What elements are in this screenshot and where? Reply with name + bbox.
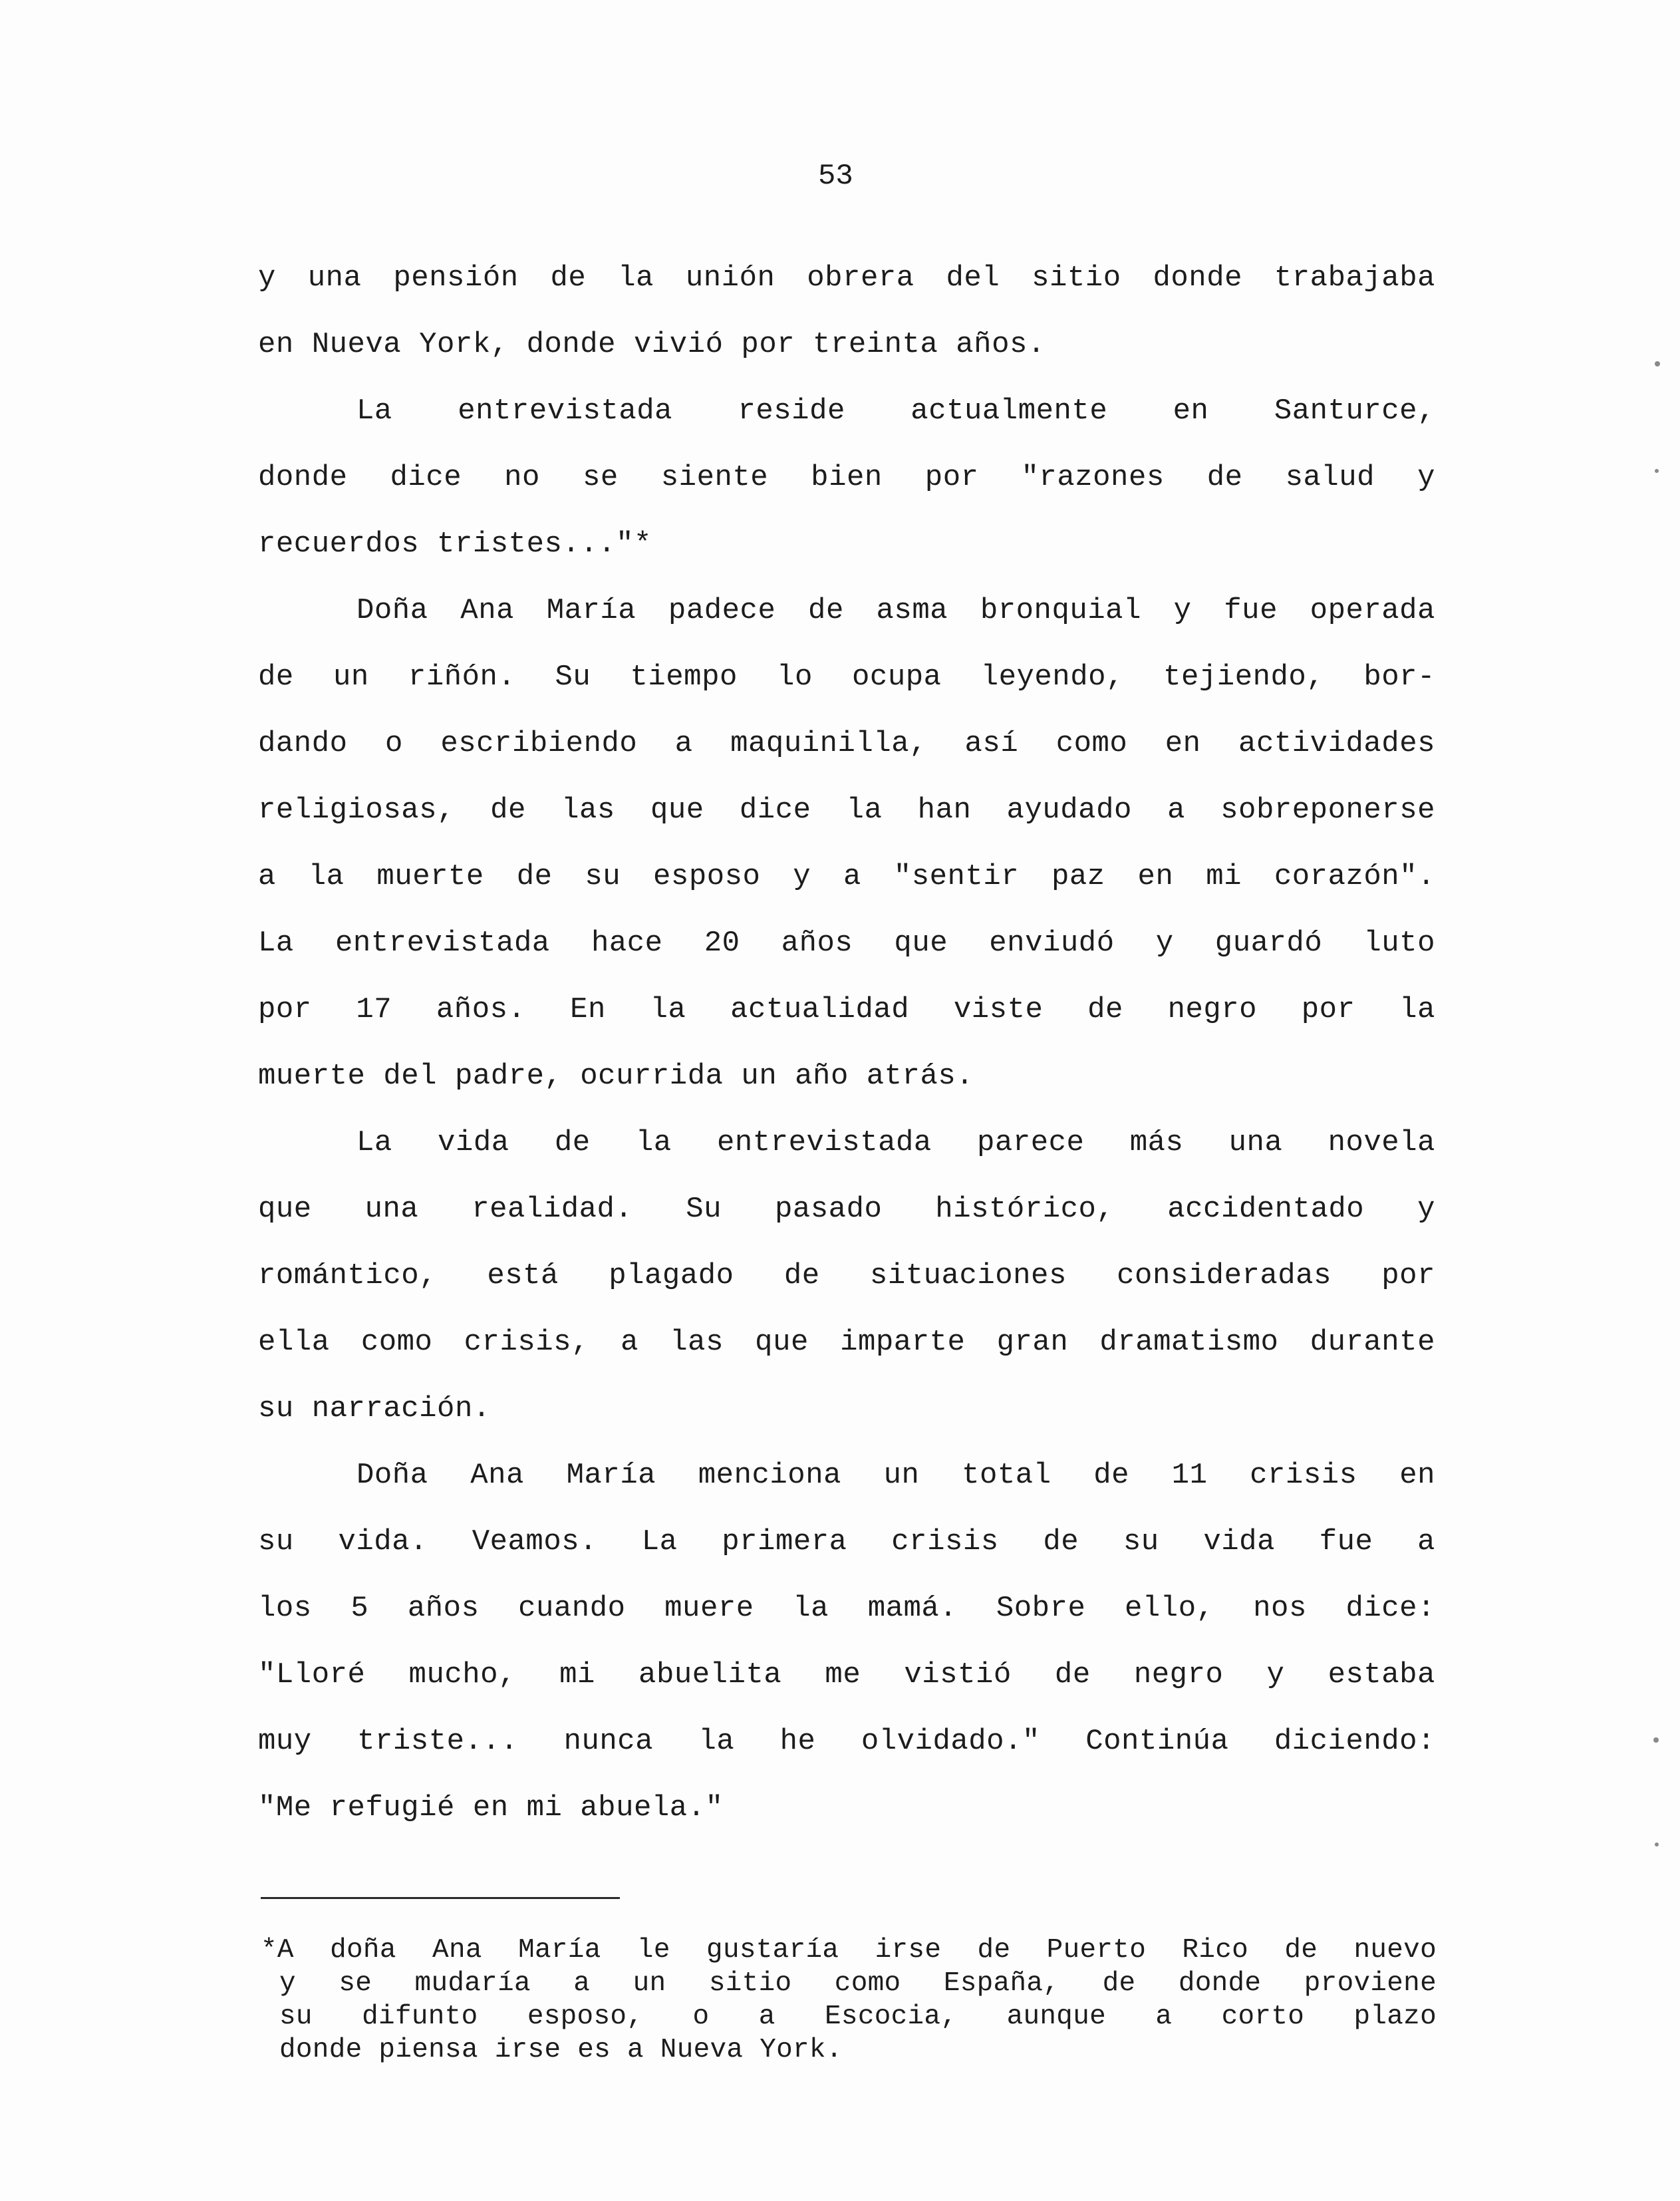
text-line: que una realidad. Su pasado histórico, accidentado y [258,1193,1435,1226]
footnote-line: donde piensa irse es a Nueva York. [279,2035,843,2065]
text-line: La entrevistada hace 20 años que enviudó y guardó luto [258,927,1435,960]
scan-speck [1653,1737,1659,1743]
text-line: dando o escribiendo a maquinilla, así como en actividades [258,727,1435,760]
text-line: en Nueva York, donde vivió por treinta años. [258,328,1046,361]
scan-speck [1655,1842,1659,1846]
footnote-separator [261,1897,620,1899]
text-line: romántico, está plagado de situaciones consideradas por [258,1259,1435,1292]
text-line: y una pensión de la unión obrera del sitio donde trabajaba [258,261,1435,295]
text-line: "Me refugié en mi abuela." [258,1791,724,1825]
text-line: donde dice no se siente bien por "razones de salud y [258,461,1435,494]
footnote-line: *A doña Ana María le gustaría irse de Puerto Rico de nuevo [261,1935,1437,1966]
text-line: muerte del padre, ocurrida un año atrás. [258,1060,974,1093]
text-line: "Lloré mucho, mi abuelita me vistió de negro y estaba [258,1658,1435,1691]
text-line: de un riñón. Su tiempo lo ocupa leyendo, tejiendo, bor- [258,660,1435,694]
scan-speck [1655,469,1659,473]
text-line: su vida. Veamos. La primera crisis de su vida fue a [258,1525,1435,1558]
footnote-line: y se mudaría a un sitio como España, de donde proviene [279,1968,1437,1999]
text-line: recuerdos tristes..."* [258,527,652,561]
text-line: Doña Ana María menciona un total de 11 crisis en [356,1459,1435,1492]
text-line: por 17 años. En la actualidad viste de negro por la [258,993,1435,1026]
text-line: a la muerte de su esposo y a "sentir paz en mi corazón". [258,860,1435,893]
text-line: su narración. [258,1392,491,1425]
text-line: La vida de la entrevistada parece más una novela [356,1126,1435,1159]
text-line: muy triste... nunca la he olvidado." Continúa diciendo: [258,1725,1435,1758]
page-number: 53 [818,160,853,193]
footnote-line: su difunto esposo, o a Escocia, aunque a corto plazo [279,2001,1437,2032]
scan-speck [1655,361,1660,367]
text-line: ella como crisis, a las que imparte gran dramatismo durante [258,1326,1435,1359]
text-line: La entrevistada reside actualmente en Santurce, [356,394,1435,428]
text-line: Doña Ana María padece de asma bronquial y fue operada [356,594,1435,627]
text-line: los 5 años cuando muere la mamá. Sobre ello, nos dice: [258,1592,1435,1625]
text-line: religiosas, de las que dice la han ayudado a sobreponerse [258,794,1435,827]
